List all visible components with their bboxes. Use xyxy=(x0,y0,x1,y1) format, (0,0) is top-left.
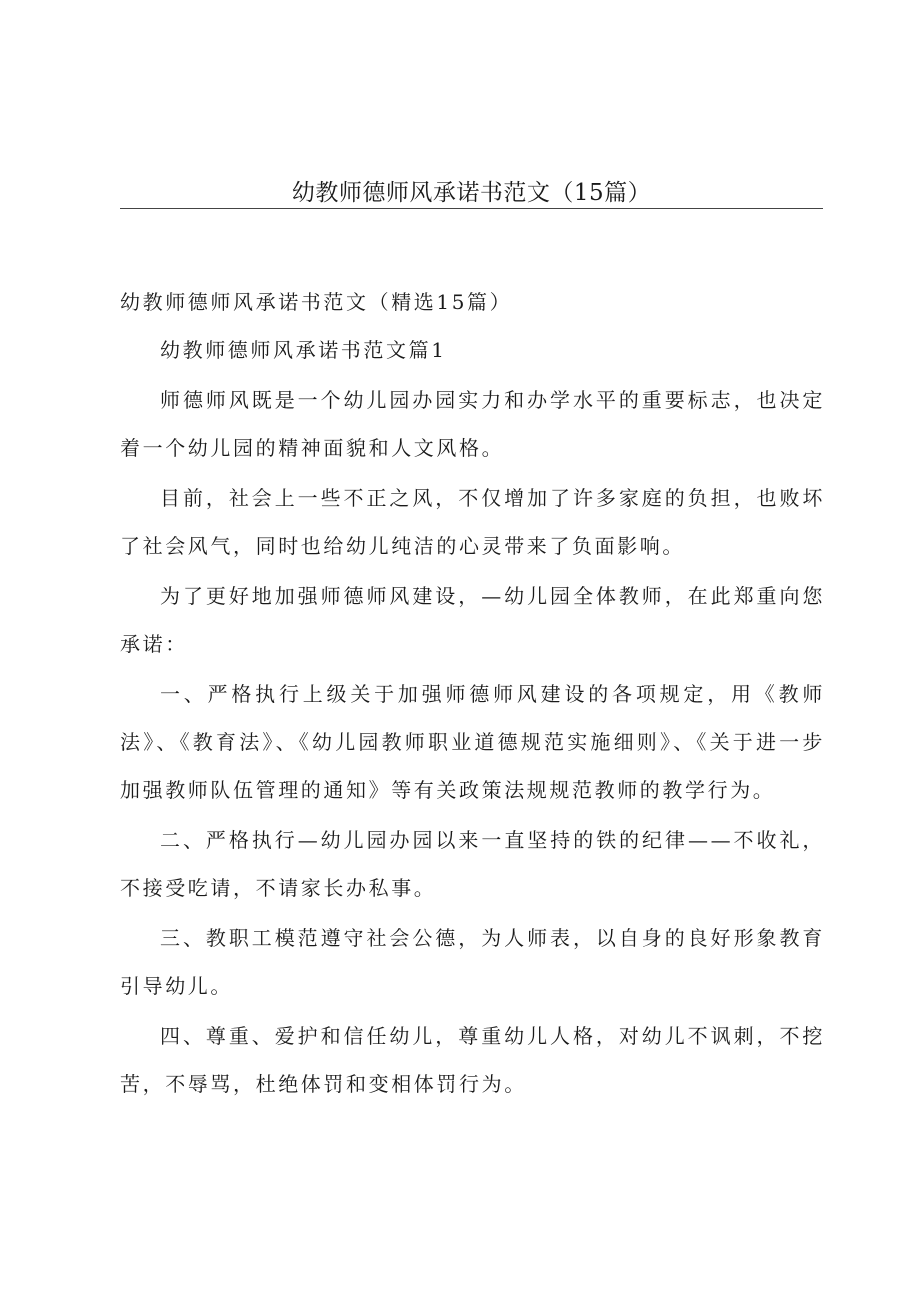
document-body xyxy=(120,278,825,1110)
paragraph: 师德师风既是一个幼儿园办园实力和办学水平的重要标志，也决定着一个幼儿园的精神面貌和人文风格。 xyxy=(120,388,825,460)
document-subtitle: 幼教师德师风承诺书范文（精选15篇） xyxy=(120,290,513,314)
paragraph: 三、教职工模范遵守社会公德，为人师表，以自身的良好形象教育引导幼儿。 xyxy=(120,926,825,998)
paragraph: 一、严格执行上级关于加强师德师风建设的各项规定，用《教师法》、《教育法》、《幼儿园教师职业道德规范实施细则》、《关于进一步加强教师队伍管理的通知》等有关政策法规规范教师的教学行为。 xyxy=(120,682,825,802)
section-heading: 幼教师德师风承诺书范文篇1 xyxy=(160,338,447,362)
paragraph: 二、严格执行—幼儿园办园以来一直坚持的铁的纪律——不收礼，不接受吃请，不请家长办私事。 xyxy=(120,828,825,900)
document-title: 幼教师德师风承诺书范文（15篇） xyxy=(291,180,652,206)
paragraph: 目前，社会上一些不正之风，不仅增加了许多家庭的负担，也败坏了社会风气，同时也给幼儿纯洁的心灵带来了负面影响。 xyxy=(120,486,825,558)
paragraph: 为了更好地加强师德师风建设，—幼儿园全体教师，在此郑重向您承诺： xyxy=(120,584,825,656)
paragraph: 四、尊重、爱护和信任幼儿，尊重幼儿人格，对幼儿不讽刺，不挖苦，不辱骂，杜绝体罚和变相体罚行为。 xyxy=(120,1024,825,1096)
page-header xyxy=(120,168,823,209)
